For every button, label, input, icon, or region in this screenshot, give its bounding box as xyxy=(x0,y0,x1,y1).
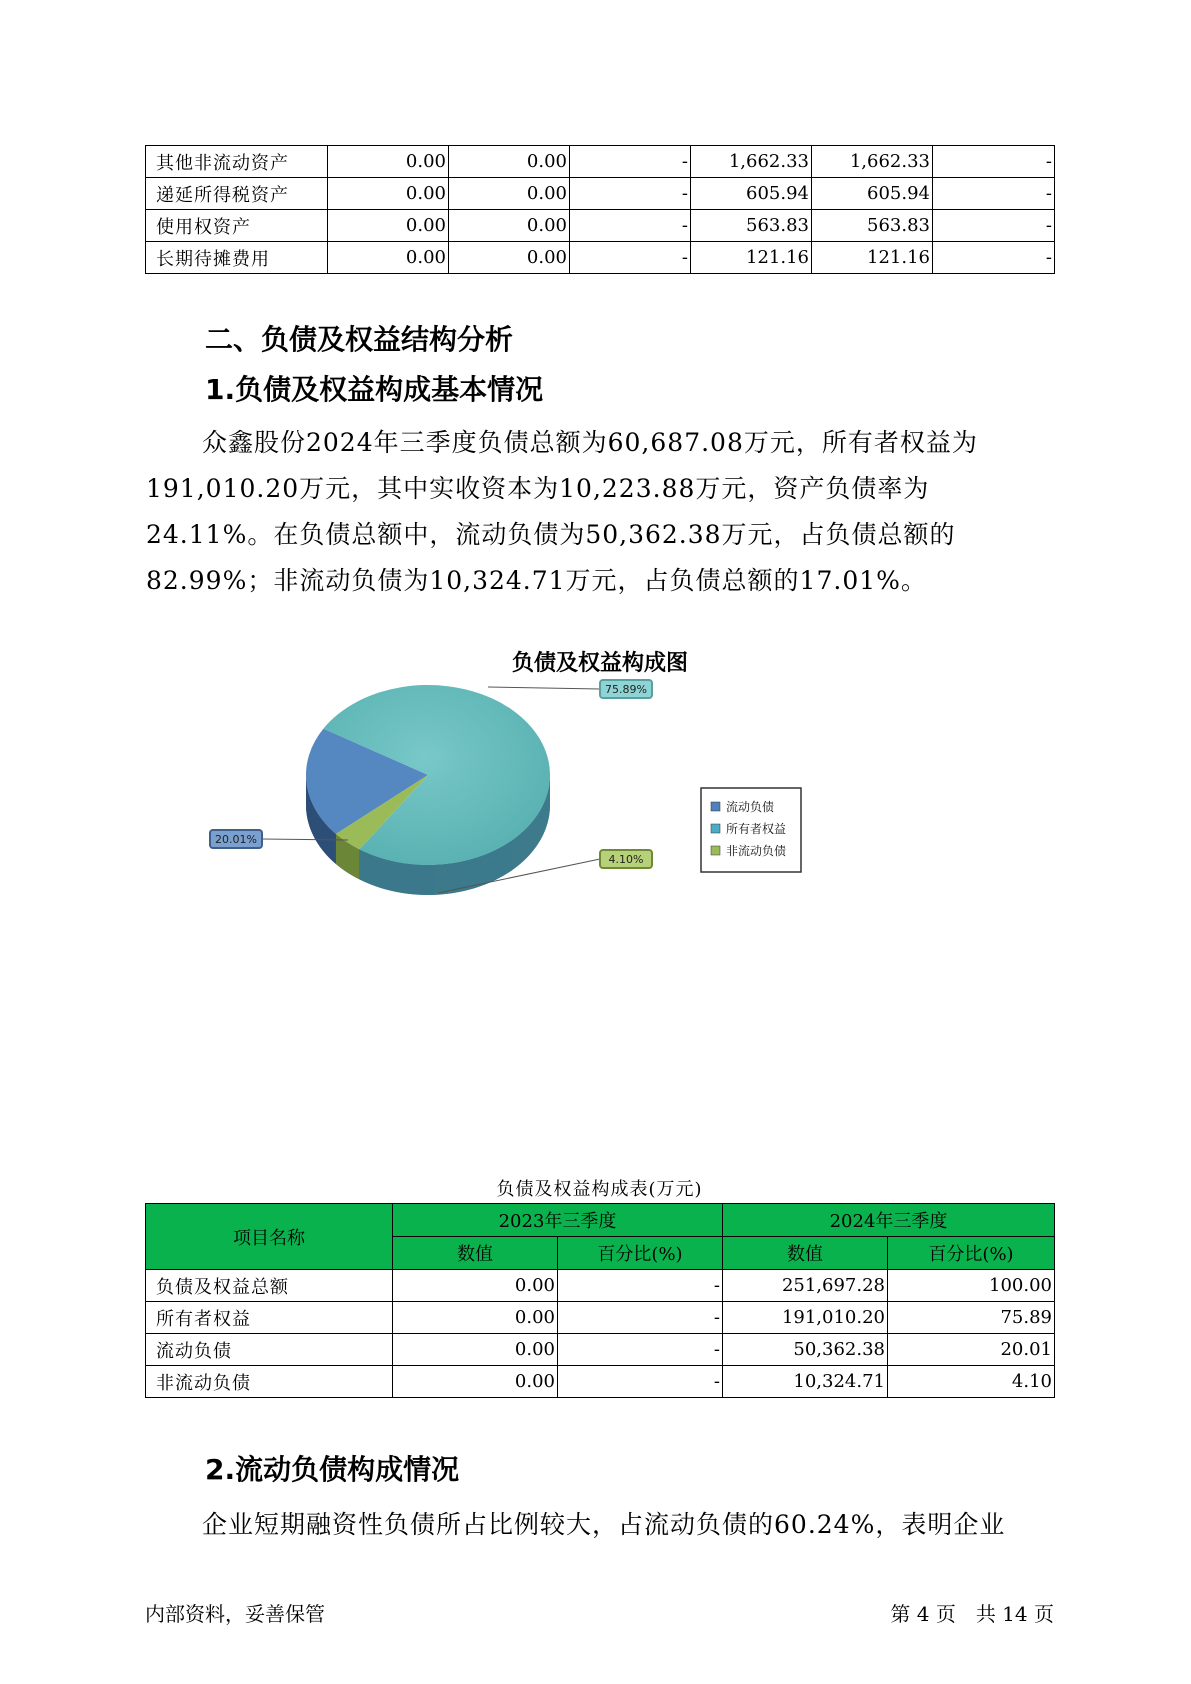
row-label: 所有者权益 xyxy=(146,1302,393,1334)
cell-c6: - xyxy=(933,146,1055,178)
cell-c6: - xyxy=(933,178,1055,210)
cell-p2023: - xyxy=(558,1302,723,1334)
chart-legend xyxy=(701,788,801,872)
sub-heading-2: 2.流动负债构成情况 xyxy=(205,1453,460,1486)
cell-c3: - xyxy=(570,146,691,178)
asset-detail-table xyxy=(145,145,1055,274)
legend-entry: 所有者权益 xyxy=(726,822,787,836)
table-row xyxy=(146,1302,1055,1334)
cell-c1: 0.00 xyxy=(328,178,449,210)
row-label: 负债及权益总额 xyxy=(146,1270,393,1302)
paragraph-2: 企业短期融资性负债所占比例较大，占流动负债的60.24%，表明企业 xyxy=(202,1510,1006,1539)
table-row xyxy=(146,1334,1055,1366)
cell-p2024: 4.10 xyxy=(888,1366,1055,1398)
header-pct-2023: 百分比(%) xyxy=(558,1237,723,1270)
footer-left: 内部资料，妥善保管 xyxy=(145,1602,325,1626)
sub-heading-1: 1.负债及权益构成基本情况 xyxy=(205,373,544,406)
row-label: 流动负债 xyxy=(146,1334,393,1366)
cell-c4: 1,662.33 xyxy=(691,146,812,178)
table-row xyxy=(146,210,1055,242)
header-2024: 2024年三季度 xyxy=(723,1204,1055,1237)
cell-c4: 605.94 xyxy=(691,178,812,210)
cell-c1: 0.00 xyxy=(328,242,449,274)
legend-entry: 非流动负债 xyxy=(726,844,787,858)
cell-v2023: 0.00 xyxy=(393,1270,558,1302)
cell-c5: 563.83 xyxy=(812,210,933,242)
pie-chart xyxy=(0,620,1191,950)
row-label: 递延所得税资产 xyxy=(146,178,328,210)
table-row xyxy=(146,1270,1055,1302)
cell-c3: - xyxy=(570,210,691,242)
data-label: 4.10% xyxy=(608,853,644,866)
cell-p2024: 20.01 xyxy=(888,1334,1055,1366)
section-heading: 二、负债及权益结构分析 xyxy=(205,323,514,356)
table-row xyxy=(146,1366,1055,1398)
footer-right: 第 4 页 共 14 页 xyxy=(890,1602,1054,1626)
header-item-name: 项目名称 xyxy=(146,1204,393,1270)
cell-p2023: - xyxy=(558,1270,723,1302)
cell-c6: - xyxy=(933,242,1055,274)
callout-line xyxy=(488,687,600,689)
cell-v2023: 0.00 xyxy=(393,1334,558,1366)
legend-entry: 流动负债 xyxy=(726,800,775,814)
row-label: 非流动负债 xyxy=(146,1366,393,1398)
table-row xyxy=(146,146,1055,178)
paragraph-1: 众鑫股份2024年三季度负债总额为60,687.08万元，所有者权益为191,010.20万元，其中实收资本为10,223.88万元，资产负债率为24.11%。在负债总额中，流动负债为50,362.38万元，占负债总额的82.99%；非流动负债为10,324.71万元，占负债总额的17.01%。 xyxy=(146,428,978,595)
cell-v2024: 10,324.71 xyxy=(723,1366,888,1398)
data-label: 75.89% xyxy=(605,683,647,696)
cell-p2023: - xyxy=(558,1366,723,1398)
header-value-2024: 数值 xyxy=(723,1237,888,1270)
cell-c5: 605.94 xyxy=(812,178,933,210)
cell-p2023: - xyxy=(558,1334,723,1366)
legend-swatch xyxy=(711,824,720,833)
cell-c4: 121.16 xyxy=(691,242,812,274)
header-2023: 2023年三季度 xyxy=(393,1204,723,1237)
cell-c5: 121.16 xyxy=(812,242,933,274)
cell-p2024: 75.89 xyxy=(888,1302,1055,1334)
table-row xyxy=(146,242,1055,274)
cell-c2: 0.00 xyxy=(449,146,570,178)
row-label: 长期待摊费用 xyxy=(146,242,328,274)
cell-c2: 0.00 xyxy=(449,178,570,210)
cell-c3: - xyxy=(570,242,691,274)
cell-c1: 0.00 xyxy=(328,146,449,178)
cell-v2024: 251,697.28 xyxy=(723,1270,888,1302)
chart-title: 负债及权益构成图 xyxy=(511,651,689,676)
header-value-2023: 数值 xyxy=(393,1237,558,1270)
cell-c5: 1,662.33 xyxy=(812,146,933,178)
data-label: 20.01% xyxy=(215,833,257,846)
cell-v2023: 0.00 xyxy=(393,1366,558,1398)
cell-v2023: 0.00 xyxy=(393,1302,558,1334)
row-label: 其他非流动资产 xyxy=(146,146,328,178)
cell-c1: 0.00 xyxy=(328,210,449,242)
cell-c4: 563.83 xyxy=(691,210,812,242)
table-row xyxy=(146,178,1055,210)
cell-p2024: 100.00 xyxy=(888,1270,1055,1302)
cell-v2024: 50,362.38 xyxy=(723,1334,888,1366)
table-caption: 负债及权益构成表(万元) xyxy=(496,1179,703,1200)
cell-c2: 0.00 xyxy=(449,210,570,242)
liability-equity-table xyxy=(145,1203,1055,1398)
cell-v2024: 191,010.20 xyxy=(723,1302,888,1334)
cell-c2: 0.00 xyxy=(449,242,570,274)
legend-swatch xyxy=(711,846,720,855)
cell-c3: - xyxy=(570,178,691,210)
cell-c6: - xyxy=(933,210,1055,242)
legend-swatch xyxy=(711,802,720,811)
header-pct-2024: 百分比(%) xyxy=(888,1237,1055,1270)
row-label: 使用权资产 xyxy=(146,210,328,242)
